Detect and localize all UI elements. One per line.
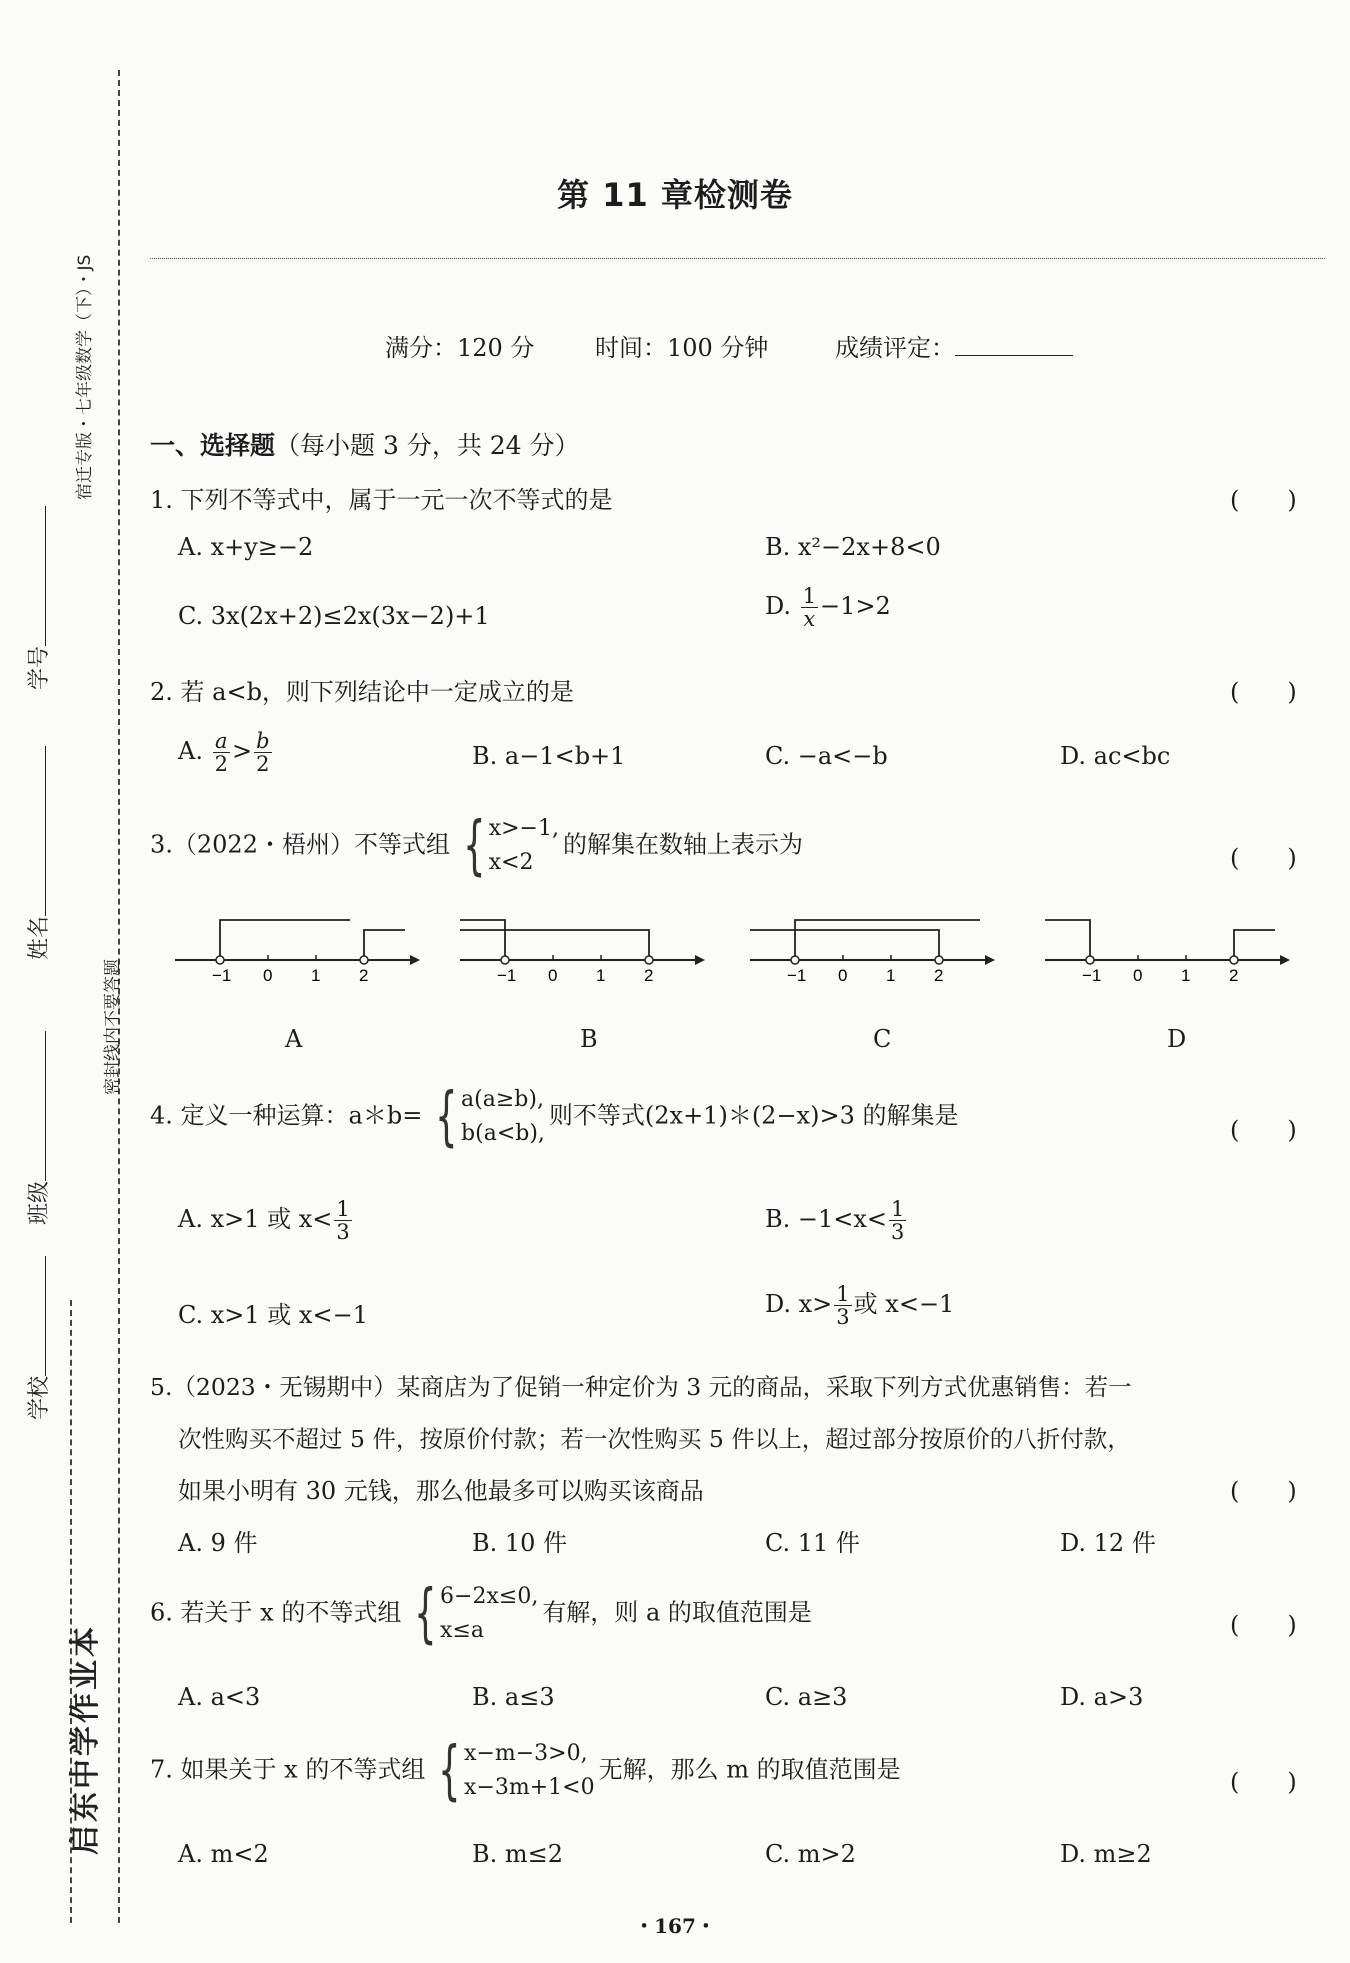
- tick-label-c-4: 2: [934, 966, 944, 985]
- answer-blank-5[interactable]: ( ): [1230, 1477, 1297, 1505]
- class-field[interactable]: [22, 1031, 53, 1225]
- q2-a-frac2: [254, 730, 271, 775]
- q4-b-prefix: B. −1<x<: [765, 1205, 888, 1234]
- answer-blank-4[interactable]: ( ): [1230, 1116, 1297, 1144]
- answer-blank-1[interactable]: ( ): [1230, 486, 1297, 514]
- q4-d-den: 3: [836, 1305, 850, 1330]
- q1-option-a[interactable]: A. x+y≥−2: [178, 533, 314, 561]
- q4-stem-post: 则不等式(2x+1)＊(2−x)>3 的解集是: [548, 1101, 959, 1130]
- q3-number-lines: [170, 905, 1300, 985]
- brand-name: 启东中学作业本: [68, 1624, 103, 1855]
- tick-label-b-3: 1: [596, 966, 606, 985]
- q7-option-a[interactable]: A. m<2: [178, 1840, 269, 1868]
- q4-a-num: 1: [336, 1197, 350, 1221]
- tick-label-d-2: 0: [1133, 966, 1143, 985]
- question-5-line-2: 次性购买不超过 5 件，按原价付款；若一次性购买 5 件以上，超过部分按原价的八折付款，: [178, 1425, 1131, 1453]
- question-5-line-1: 5.（2023・无锡期中）某商店为了促销一种定价为 3 元的商品，采取下列方式优惠销售：若一: [150, 1373, 1132, 1401]
- left-brace-icon: {: [414, 1577, 437, 1652]
- q6-stem-pre: 6. 若关于 x 的不等式组: [150, 1598, 402, 1627]
- question-4-stem: [150, 1080, 959, 1155]
- tick-label-b-4: 2: [644, 966, 654, 985]
- q4-d-suffix: 或 x<−1: [853, 1290, 955, 1319]
- number-line-c[interactable]: [750, 920, 995, 985]
- tick-label-b-1: −1: [497, 966, 517, 985]
- school-label: 学校: [27, 1375, 52, 1420]
- q3-stem-post: 的解集在数轴上表示为: [562, 830, 803, 859]
- q3-caption-c: C: [873, 1025, 892, 1053]
- q4-b-den: 3: [891, 1220, 905, 1245]
- q2-option-b[interactable]: B. a−1<b+1: [472, 742, 626, 770]
- left-brace-icon: {: [438, 1734, 461, 1809]
- question-5-line-3: 如果小明有 30 元钱，那么他最多可以购买该商品: [178, 1477, 704, 1505]
- q4-b-num: 1: [891, 1197, 905, 1221]
- q7-stem-pre: 7. 如果关于 x 的不等式组: [150, 1755, 426, 1784]
- q7-option-d[interactable]: D. m≥2: [1060, 1840, 1152, 1868]
- q4-d-fraction: [834, 1283, 851, 1328]
- book-caption: 宿迁专版・七年级数学（下）・JS: [75, 254, 95, 500]
- tick-label-a-3: 1: [311, 966, 321, 985]
- q2-option-d[interactable]: D. ac<bc: [1060, 742, 1171, 770]
- q1-d-num: 1: [802, 584, 817, 608]
- q7-line1: x−m−3>0,: [464, 1741, 588, 1766]
- tick-label-d-1: −1: [1082, 966, 1102, 985]
- q3-caption-b: B: [580, 1025, 598, 1053]
- q4-line2: b(a<b),: [461, 1121, 545, 1147]
- q4-a-fraction: [334, 1198, 351, 1243]
- q1-option-d[interactable]: [765, 585, 891, 630]
- q2-a-num1: a: [215, 729, 228, 753]
- q1-option-c[interactable]: C. 3x(2x+2)≤2x(3x−2)+1: [178, 602, 490, 630]
- page-number: ・167・: [634, 1914, 716, 1938]
- q2-a-op: >: [231, 737, 253, 766]
- left-brace-icon: {: [435, 1080, 458, 1155]
- name-label: 姓名: [27, 915, 52, 960]
- tick-label-c-2: 0: [838, 966, 848, 985]
- question-3-stem: [150, 809, 803, 884]
- tick-label-a-4: 2: [359, 966, 369, 985]
- q4-option-d[interactable]: [765, 1283, 954, 1328]
- q2-a-den2: 2: [256, 752, 270, 777]
- grade-label: 成绩评定：: [835, 334, 955, 362]
- q4-option-b[interactable]: [765, 1198, 908, 1243]
- answer-blank-7[interactable]: ( ): [1230, 1768, 1297, 1796]
- q3-system: [454, 809, 559, 884]
- seal-note: 密封线内不要答题: [103, 959, 123, 1095]
- q7-option-b[interactable]: B. m≤2: [472, 1840, 564, 1868]
- q7-line2: x−3m+1<0: [464, 1775, 595, 1801]
- q2-a-frac1: [213, 730, 230, 775]
- q6-option-d[interactable]: D. a>3: [1060, 1683, 1144, 1711]
- student-id-field[interactable]: [22, 506, 53, 690]
- title-divider: [150, 258, 1325, 259]
- question-6-stem: [150, 1577, 812, 1652]
- q7-option-c[interactable]: C. m>2: [765, 1840, 856, 1868]
- q4-d-num: 1: [836, 1282, 850, 1306]
- q2-option-c[interactable]: C. −a<−b: [765, 742, 888, 770]
- q4-stem-pre: 4. 定义一种运算：a＊b=: [150, 1101, 423, 1130]
- question-1-stem: 1. 下列不等式中，属于一元一次不等式的是: [150, 486, 613, 514]
- section-heading: [150, 426, 580, 462]
- number-line-b[interactable]: [460, 920, 705, 985]
- q6-line2: x≤a: [440, 1618, 485, 1644]
- tick-label-b-2: 0: [548, 966, 558, 985]
- q5-option-c[interactable]: C. 11 件: [765, 1529, 860, 1557]
- tick-label-d-4: 2: [1229, 966, 1239, 985]
- number-line-a[interactable]: [175, 920, 420, 985]
- question-2-stem: 2. 若 a<b，则下列结论中一定成立的是: [150, 678, 574, 706]
- q6-system: [405, 1577, 539, 1652]
- number-line-d[interactable]: [1045, 920, 1290, 985]
- q7-system: [429, 1734, 595, 1809]
- q4-a-den: 3: [336, 1220, 350, 1245]
- section-note: （每小题 3 分，共 24 分）: [275, 431, 580, 460]
- q6-option-c[interactable]: C. a≥3: [765, 1683, 848, 1711]
- answer-blank-2[interactable]: ( ): [1230, 678, 1297, 706]
- left-brace-icon: {: [463, 809, 486, 884]
- exam-time: 时间：100 分钟: [595, 334, 769, 362]
- question-7-stem: [150, 1734, 901, 1809]
- q5-option-b[interactable]: B. 10 件: [472, 1529, 568, 1557]
- answer-blank-3[interactable]: ( ): [1230, 844, 1297, 872]
- q4-line1: a(a≥b),: [461, 1087, 544, 1112]
- q4-system: [426, 1080, 545, 1155]
- q4-option-c[interactable]: C. x>1 或 x<−1: [178, 1301, 368, 1329]
- name-field[interactable]: [22, 746, 53, 960]
- q3-caption-a: A: [285, 1025, 303, 1053]
- q6-option-b[interactable]: B. a≤3: [472, 1683, 555, 1711]
- full-score: 满分：120 分: [385, 334, 535, 362]
- q3-line2: x<2: [488, 850, 534, 876]
- q5-option-d[interactable]: D. 12 件: [1060, 1529, 1156, 1557]
- student-id-label: 学号: [27, 645, 52, 690]
- q2-a-num2: b: [256, 729, 270, 753]
- answer-blank-6[interactable]: ( ): [1230, 1611, 1297, 1639]
- q3-line1: x>−1,: [488, 816, 559, 841]
- q4-a-prefix: A. x>1 或 x<: [178, 1205, 333, 1234]
- q4-b-fraction: [889, 1198, 906, 1243]
- q2-a-prefix: A.: [178, 737, 203, 766]
- q6-line1: 6−2x≤0,: [440, 1584, 539, 1609]
- q6-option-a[interactable]: A. a<3: [178, 1683, 261, 1711]
- q1-d-den: x: [803, 607, 816, 632]
- q3-caption-d: D: [1167, 1025, 1187, 1053]
- tick-label-a-2: 0: [263, 966, 273, 985]
- q1-option-b[interactable]: B. x²−2x+8<0: [765, 533, 941, 561]
- q1-d-fraction: [801, 585, 818, 630]
- q2-option-a[interactable]: [178, 730, 274, 775]
- q1-d-suffix: −1>2: [820, 592, 891, 621]
- grade-field[interactable]: [835, 328, 1073, 363]
- tick-label-a-1: −1: [212, 966, 232, 985]
- q1-d-prefix: D.: [765, 592, 792, 621]
- tick-label-c-3: 1: [886, 966, 896, 985]
- tick-label-d-3: 1: [1181, 966, 1191, 985]
- q6-stem-post: 有解，则 a 的取值范围是: [542, 1598, 812, 1627]
- section-title: 一、选择题: [150, 431, 276, 460]
- school-field[interactable]: [22, 1256, 53, 1420]
- q2-a-den1: 2: [214, 752, 228, 777]
- page-title: 第 11 章检测卷: [557, 176, 793, 214]
- q5-option-a[interactable]: A. 9 件: [178, 1529, 258, 1557]
- q4-d-prefix: D. x>: [765, 1290, 833, 1319]
- q7-stem-post: 无解，那么 m 的取值范围是: [598, 1755, 901, 1784]
- q3-stem-pre: 3.（2022・梧州）不等式组: [150, 830, 450, 859]
- q4-option-a[interactable]: [178, 1198, 354, 1243]
- class-label: 班级: [27, 1180, 52, 1225]
- tick-label-c-1: −1: [787, 966, 807, 985]
